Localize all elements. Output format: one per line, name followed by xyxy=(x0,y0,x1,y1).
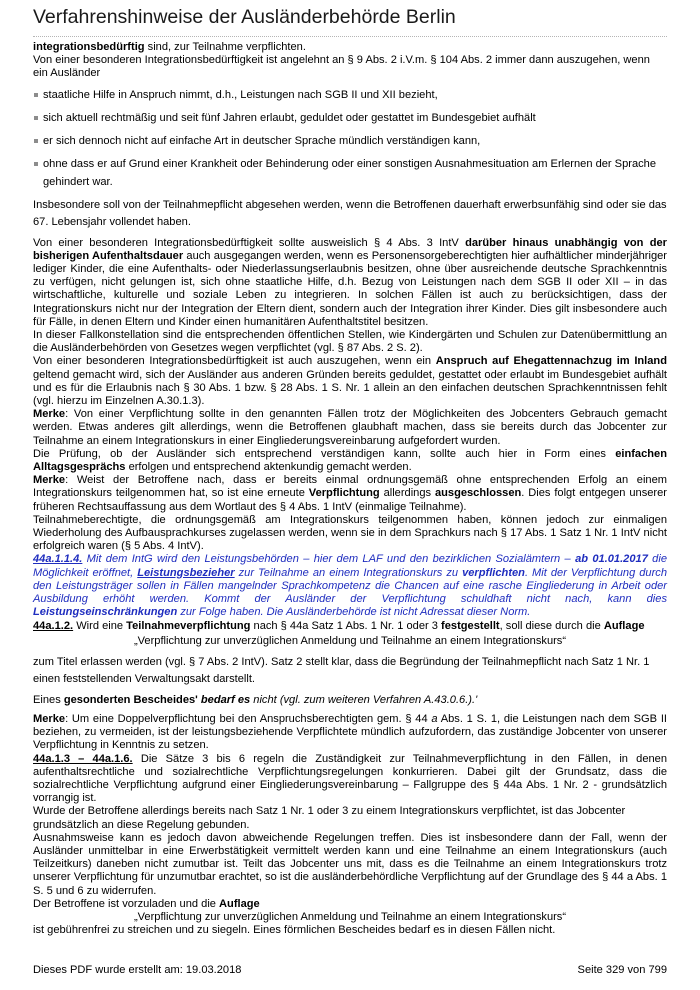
paragraph-check xyxy=(33,448,667,474)
list-item-text: er sich dennoch nicht auf einfache Art in deutscher Sprache mündlich verständigen kann, xyxy=(43,134,481,147)
paragraph-bescheid xyxy=(33,694,667,707)
text: geltend gemacht wird, sich der Ausländer aus anderen Gründen bereits geduldet, gestattet oder erlaubt im Bundesgebiet aufhält und es für die Erlaubnis nach § 30 Abs. 1 bzw. § 28 Abs. 1 S. Nr. 1 allein an den einfachen deutschen Sprachkenntnissen fehlt (vgl. hierzu im Einzelnen A.30.1.3). xyxy=(33,368,667,408)
paragraph-special-need: Von einer besonderen Integrationsbedürftigkeit ist angelehnt an § 9 Abs. 2 i.V.m. § 104 Abs. 2 immer dann auszugehen, wenn ein Ausländer xyxy=(33,54,650,80)
text: zur Teilnahme an einem Integrationskurs zu xyxy=(234,566,463,579)
text: Von einer besonderen Integrationsbedürftigkeit sollte ausweislich § 4 Abs. 3 IntV xyxy=(33,236,466,249)
text: Die Sätze 3 bis 6 regeln die Zuständigkeit zur Teilnahmeverpflichtung in den Fällen, in denen aufenthaltsrechtliche und sozialrechtliche Verpflichtungsregelungen konkurrieren. Dabei gilt der Grundsatz, dass die sozialrechtliche Verpflichtung aufgrund einer Eingliederungsvereinbarung – Fallgruppe des § 44a Abs. 1 Nr. 2 - grundsätzlich vorrangig ist. xyxy=(33,752,668,805)
paragraph-exception: Ausnahmsweise kann es jedoch davon abweichende Regelungen treffen. Dies ist insbesondere dann der Fall, wenn der Ausländer unmittelbar in eine Erwerbstätigkeit vermittelt werden kann und eine Teilnahme an einem Integrationskurs (auch Teilzeitkurs) daneben nicht zumutbar ist. Teilt das Jobcenter uns mit, dass es die Teilnahme an einem Integrationskurs trotz unserer Verpflichtung für unzumutbar erachtet, so ist die ausländerbehördliche Verpflichtung auf der Grundlage des § 44 a Abs. 1 S. 5 und 6 zu widerrufen. xyxy=(33,831,667,897)
section-ref-44a-1-3: 44a.1.3 – 44a.1.6. xyxy=(33,752,133,765)
text: auch ausgegangen werden, wenn es Personensorgeberechtigten hier aufhältlicher minderjähriger lediger Kinder, die eine Aufenthalts- oder Niederlassungserlaubnis besitzen, ohne über ausreichende deutsche Sprachkenntnis zu verfügen, nicht gelungen ist, sich ohne staatliche Hilfe, d.h. Bezug von Leistungen nach dem SGB II oder XII – in das wirtschaftliche, kulturelle und soziale Leben zu integrieren. In solchen Fällen ist auch zu berücksichtigen, dass der Integrationskurs nicht nur der Integration der Eltern dient, sondern auch der Integration ihrer Kinder. Dies gilt insbesondere auch für Fälle, in denen Eltern und Kinder einen humanitären Aufenthaltstitel besitzen. xyxy=(33,249,667,328)
bold-term: darüber hinaus unabhängig von der bisherigen Aufenthaltsdauer xyxy=(33,236,667,262)
text: erfolgen und entsprechend aktenkundig gemacht werden. xyxy=(125,461,412,474)
text: nach § 44a Satz 1 Abs. 1 Nr. 1 oder 3 xyxy=(250,619,442,632)
bullet-square-icon xyxy=(34,139,38,143)
bullet-square-icon xyxy=(34,116,38,120)
paragraph-exemption: Insbesondere soll von der Teilnahmepflicht abgesehen werden, wenn die Betroffenen dauerhaft erwerbsunfähig sind oder sie das 67. Lebensjahr vollendet haben. xyxy=(33,198,667,228)
bold-term: Teilnahmeverpflichtung xyxy=(126,619,251,632)
paragraph-44a-1-3 xyxy=(33,753,667,806)
text: nicht (vgl. zum weiteren Verfahren A.43.0.6.).' xyxy=(250,693,478,706)
text: Die Prüfung, ob der Ausländer sich entsprechend verständigen kann, sollte auch hier in Form eines xyxy=(33,447,616,460)
text: Der Betroffene ist vorzuladen und die xyxy=(33,897,220,910)
text: . Dies folgt entgegen unserer früheren Rechtsauffassung aus dem Wortlaut des § 4 Abs. 1 IntV (einmalige Teilnahme). xyxy=(33,487,667,513)
paragraph-44a-1-2 xyxy=(33,620,667,633)
paragraph-spouse xyxy=(33,355,667,408)
paragraph-merke-repeat xyxy=(33,474,667,514)
text: : Von einer Verpflichtung sollte in den genannten Fällen trotz der Möglichkeiten des Jobcenters Gebrauch gemacht werden. Etwas anderes gilt allerdings, wenn die Betroffenen glaubhaft machen, dass sie bereits durch das Jobcenter zur Teilnahme an einem Integrationskurs in einer Eingliederungsvereinbarung aufgefordert wurden. xyxy=(33,408,667,447)
text: die Möglichkeit eröffnet, xyxy=(33,553,667,579)
list-item xyxy=(33,109,667,127)
text: Von einer besonderen Integrationsbedürftigkeit ist auch auszugehen, wenn ein xyxy=(33,355,436,368)
list-item-text: staatliche Hilfe in Anspruch nimmt, d.h., Leistungen nach SGB II und XII bezieht, xyxy=(43,88,438,101)
list-item-text: ohne dass er auf Grund einer Krankheit oder Behinderung oder einer sonstigen Ausnahmesituation am Erlernen der Sprache gehindert war. xyxy=(43,157,657,188)
paragraph-strike: ist gebührenfrei zu streichen und zu siegeln. Eines förmlichen Bescheides bedarf es in diesen Fällen nicht. xyxy=(33,924,556,937)
footer-page-number: Seite 329 von 799 xyxy=(577,964,667,976)
list-item xyxy=(33,155,667,191)
text: Wird eine xyxy=(73,619,127,632)
text: sind, zur Teilnahme verpflichten. xyxy=(144,41,306,53)
bold-term: bedarf es xyxy=(200,693,251,706)
bold-term: integrationsbedürftig xyxy=(33,41,145,53)
bold-term: einfachen Alltagsgesprächs xyxy=(33,447,667,474)
list-item xyxy=(33,132,667,150)
bullet-square-icon xyxy=(34,162,38,166)
merke-label: Merke xyxy=(33,712,66,725)
bold-term: ausgeschlossen xyxy=(434,487,522,500)
text: . Mit der Verpflichtung durch den Leistungsträger sollen in Fällen mangelnder Sprachkompetenz die Chancen auf eine rasche Eingliederung in Arbeit oder Ausbildung erhöht werden. Kommt der Ausländer der Verpflichtung schuldhaft nicht nach, kann dies xyxy=(33,566,668,606)
text: : Um eine Doppelverpflichtung bei den Anspruchsberechtigten gem. § 44 xyxy=(65,712,432,725)
paragraph-merke-double xyxy=(33,713,667,753)
bold-term: Leistungsbezieher xyxy=(137,566,235,579)
quote-auflage: „Verpflichtung zur unverzüglichen Anmeldung und Teilnahme an einem Integrationskurs“ xyxy=(133,910,567,923)
footer-created: Dieses PDF wurde erstellt am: 19.03.2018 xyxy=(33,964,242,976)
bold-term: Auflage xyxy=(219,897,260,910)
quote-auflage: „Verpflichtung zur unverzüglichen Anmeldung und Teilnahme an einem Integrationskurs“ xyxy=(133,634,567,647)
text: Mit dem IntG wird den Leistungsbehörden – hier dem LAF und den bezirklichen Sozialämtern – xyxy=(82,553,576,566)
paragraph-integration-need xyxy=(33,41,667,54)
bold-term: verpflichten xyxy=(462,566,525,579)
paragraph-data-transfer: In dieser Fallkonstellation sind die entsprechenden öffentlichen Stellen, wie Kindergärten und Schulen zur Datenübermittlung an die Ausländerbehörden von Gesetzes wegen verpflichtet (vgl. § 87 Abs. 2 S. 2). xyxy=(33,329,667,355)
text: : Weist der Betroffene nach, dass er bereits einmal ordnungsgemäß ohne entsprechenden Erfolg an einem Integrationskurs teilgenommen hat, so ist eine erneute xyxy=(33,474,667,500)
bold-term: gesonderten Bescheides' xyxy=(63,693,201,706)
text: a xyxy=(431,712,438,725)
header-divider xyxy=(33,36,667,37)
bullet-square-icon xyxy=(34,93,38,97)
list-item xyxy=(33,86,667,104)
page-title: Verfahrenshinweise der Ausländerbehörde Berlin xyxy=(33,6,456,28)
paragraph-summon xyxy=(33,898,667,911)
paragraph-merke-jobcenter xyxy=(33,408,667,448)
paragraph-bound: Wurde der Betroffene allerdings bereits nach Satz 1 Nr. 1 oder 3 zu einem Integrationskurs verpflichtet, ist das Jobcenter grundsätzlich an diese Regelung gebunden. xyxy=(33,805,626,831)
text: zur Folge haben. Die Ausländerbehörde ist nicht Adressat dieser Norm. xyxy=(177,606,531,619)
bold-term: Leistungseinschränkungen xyxy=(33,606,178,619)
text: allerdings xyxy=(379,487,435,500)
merke-label: Merke xyxy=(33,408,66,421)
document-body xyxy=(33,41,667,937)
merke-label: Merke xyxy=(33,474,66,487)
list-item-text: sich aktuell rechtmäßig und seit fünf Jahren erlaubt, geduldet oder gestattet im Bundesgebiet aufhält xyxy=(43,111,536,124)
paragraph-44a-1-1-4 xyxy=(33,553,667,619)
text: Eines xyxy=(33,693,64,706)
paragraph-parents xyxy=(33,237,667,329)
paragraph-title: zum Titel erlassen werden (vgl. § 7 Abs. 2 IntV). Satz 2 stellt klar, dass die Begründung der Teilnahmepflicht nach Satz 1 Nr. 1 einen feststellenden Verwaltungsakt darstellt. xyxy=(33,655,650,685)
bold-term: festgestellt xyxy=(441,619,500,632)
bold-term: Auflage xyxy=(603,619,645,632)
text: , soll diese durch die xyxy=(499,619,604,632)
bold-term: ab 01.01.2017 xyxy=(575,553,648,566)
paragraph-repeat-course: Teilnahmeberechtigte, die ordnungsgemäß am Integrationskurs teilgenommen haben, können jedoch zur einmaligen Wiederholung des Aufbausprachkurses zugelassen werden, wenn sie in dem Sprachkurs nach § 17 Abs. 1 Satz 1 Nr. 1 IntV nicht erfolgreich waren (§ 5 Abs. 4 IntV). xyxy=(33,513,667,553)
bold-term: Anspruch auf Ehegattennachzug im Inland xyxy=(435,355,667,368)
section-ref-44a-1-1-4: 44a.1.1.4. xyxy=(33,553,83,566)
text: Abs. 1 S. 1, die Leistungen nach dem SGB II beziehen, zu vermeiden, ist der leistungsbeziehende Verpflichtete mündlich aufzufordern, das zuständige Jobcenter von unserer Verpflichtung in Kenntnis zu setzen. xyxy=(33,712,667,752)
bold-term: Verpflichtung xyxy=(308,487,380,500)
section-ref-44a-1-2: 44a.1.2. xyxy=(33,619,74,632)
